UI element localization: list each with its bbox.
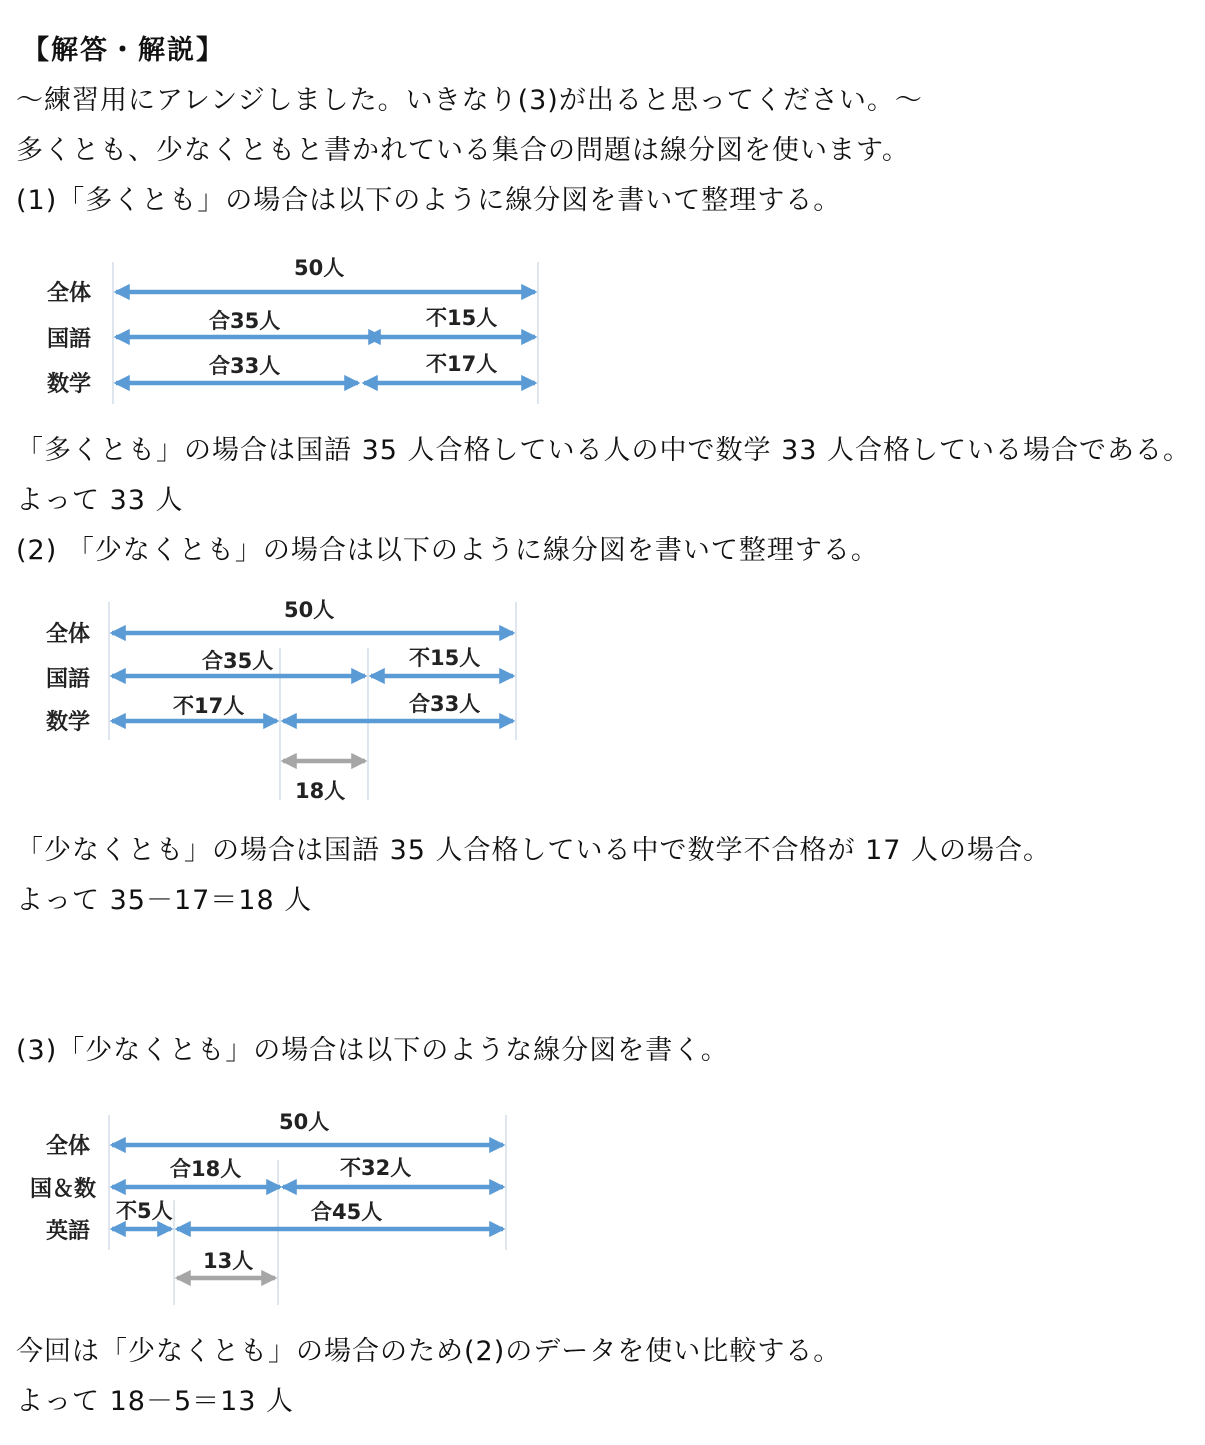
part1-title: (1)「多くとも」の場合は以下のように線分図を書いて整理する。	[16, 185, 842, 216]
d3-label-total: 50人	[279, 1110, 330, 1134]
part2-answer: よって 35－17＝18 人	[16, 885, 313, 916]
d2-label-total: 50人	[284, 598, 335, 622]
d2-label-kokugo-fail: 不15人	[409, 646, 481, 670]
d3-label-kokusu-pass: 合18人	[170, 1157, 242, 1181]
d1-label-sugaku-pass: 合33人	[209, 354, 281, 378]
part3-title: (3)「少なくとも」の場合は以下のような線分図を書く。	[16, 1035, 729, 1066]
d3-row-label-eigo: 英語	[46, 1219, 91, 1244]
diagram-1	[47, 256, 538, 404]
d2-row-label-total: 全体	[46, 622, 91, 647]
d1-label-kokugo-fail: 不15人	[426, 306, 498, 330]
part3-explanation: 今回は「少なくとも」の場合のため(2)のデータを使い比較する。	[16, 1336, 842, 1367]
d1-row-label-kokugo: 国語	[47, 327, 92, 352]
d3-label-overlap: 13人	[203, 1249, 254, 1273]
d2-label-overlap: 18人	[295, 779, 346, 803]
d3-row-label-kokusu: 国＆数	[30, 1177, 97, 1202]
d2-label-sugaku-fail: 不17人	[173, 694, 245, 718]
d1-label-kokugo-pass: 合35人	[209, 309, 281, 333]
part1-answer: よって 33 人	[16, 485, 184, 516]
d1-row-label-total: 全体	[47, 281, 92, 306]
diagram-2	[46, 598, 516, 803]
d2-label-sugaku-pass: 合33人	[409, 692, 481, 716]
intro-line-1: ～練習用にアレンジしました。いきなり(3)が出ると思ってください。～	[16, 85, 923, 116]
d3-label-kokusu-fail: 不32人	[340, 1156, 412, 1180]
d1-label-sugaku-fail: 不17人	[426, 352, 498, 376]
d3-label-eigo-fail: 不5人	[116, 1199, 173, 1223]
intro-line-2: 多くとも、少なくともと書かれている集合の問題は線分図を使います。	[16, 135, 910, 166]
d2-row-label-sugaku: 数学	[46, 710, 91, 735]
d3-row-label-total: 全体	[46, 1134, 91, 1159]
diagram-3	[30, 1110, 506, 1305]
part3-answer: よって 18－5＝13 人	[16, 1386, 295, 1417]
d1-label-total: 50人	[294, 256, 345, 280]
part1-explanation: 「多くとも」の場合は国語 35 人合格している人の中で数学 33 人合格している場合である。	[16, 435, 1192, 466]
d2-label-kokugo-pass: 合35人	[202, 649, 274, 673]
part2-title: (2) 「少なくとも」の場合は以下のように線分図を書いて整理する。	[16, 535, 879, 566]
d2-row-label-kokugo: 国語	[46, 667, 91, 692]
d3-label-eigo-pass: 合45人	[311, 1200, 383, 1224]
page-heading: 【解答・解説】	[22, 35, 225, 66]
part2-explanation: 「少なくとも」の場合は国語 35 人合格している中で数学不合格が 17 人の場合。	[16, 835, 1052, 866]
d1-row-label-sugaku: 数学	[47, 372, 92, 397]
